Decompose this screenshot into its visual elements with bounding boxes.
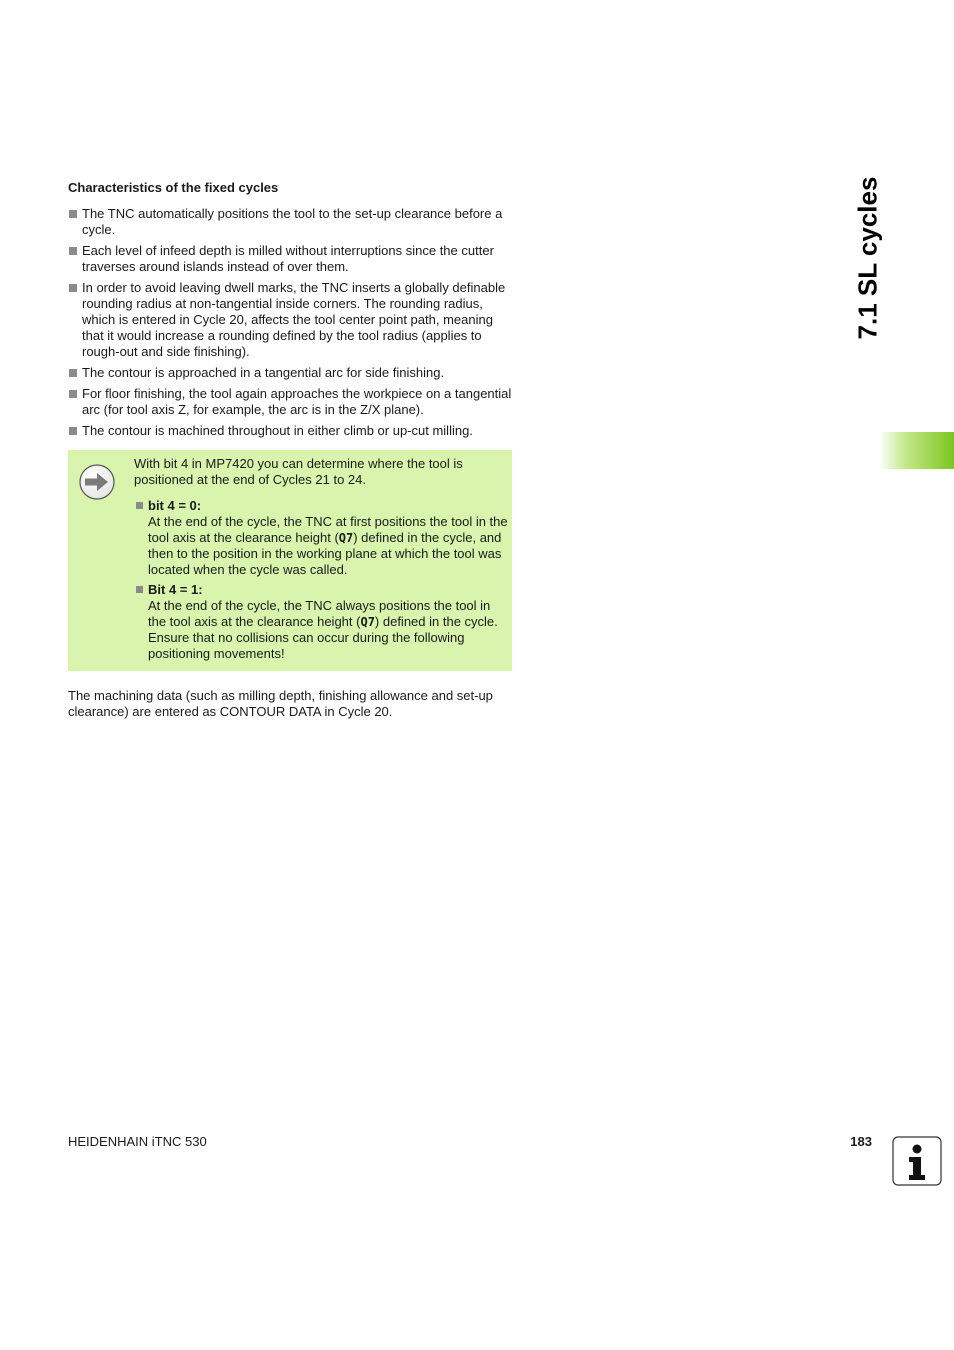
footer-manual-name: HEIDENHAIN iTNC 530 xyxy=(68,1134,207,1149)
bullet-square-icon xyxy=(136,586,143,593)
list-item xyxy=(68,386,516,418)
note-intro: With bit 4 in MP7420 you can determine where the tool is positioned at the end of Cycles 21 to 24. xyxy=(134,456,463,487)
list-item xyxy=(68,243,516,275)
list-item-text: The contour is approached in a tangential arc for side finishing. xyxy=(82,365,445,380)
parameter-code: Q7 xyxy=(338,531,354,545)
arrow-right-icon xyxy=(78,463,116,501)
chapter-title-text: 7.1 SL cycles xyxy=(852,176,883,340)
list-item xyxy=(68,206,516,238)
list-item-text: In order to avoid leaving dwell marks, the TNC inserts a globally definable rounding radius at non-tangential inside corners. The rounding radius, which is entered in Cycle 20, affects the tool center point path, meaning that it would increase a rounding defined by the tool radius (applies to rough-out and side finishing). xyxy=(82,280,506,359)
parameter-code: Q7 xyxy=(360,615,375,629)
bullet-square-icon xyxy=(69,284,77,292)
list-item xyxy=(68,280,516,360)
bullet-square-icon xyxy=(69,369,77,377)
bullet-square-icon xyxy=(69,427,77,435)
note-item-text: ) defined in the cycle, and then to the position in the working plane at which the tool was located when the cycle was called. xyxy=(148,530,502,577)
list-item-text: The contour is machined throughout in either climb or up-cut milling. xyxy=(82,423,473,438)
section-heading: Characteristics of the fixed cycles xyxy=(68,180,279,195)
list-item xyxy=(68,365,516,381)
note-item-text: ) defined in the cycle. Ensure that no collisions can occur during the following positioning movements! xyxy=(148,614,498,661)
note-item-title: bit 4 = 0: xyxy=(148,498,202,513)
bullet-square-icon xyxy=(69,247,77,255)
bullet-square-icon xyxy=(69,390,77,398)
list-item-text: For floor finishing, the tool again approaches the workpiece on a tangential arc (for tool axis Z, for example, the arc is in the Z/X plane). xyxy=(82,386,512,417)
note-item-title: Bit 4 = 1: xyxy=(148,582,203,597)
list-item xyxy=(68,423,516,439)
bullet-square-icon xyxy=(136,502,143,509)
note-item xyxy=(134,498,508,578)
body-paragraph: The machining data (such as milling depth, finishing allowance and set-up clearance) are entered as CONTOUR DATA in Cycle 20. xyxy=(68,688,493,719)
page-number: 183 xyxy=(850,1134,872,1149)
note-item xyxy=(134,582,508,662)
note-content xyxy=(134,456,508,666)
list-item-text: Each level of infeed depth is milled without interruptions since the cutter traverses around islands instead of over them. xyxy=(82,243,494,274)
bullet-list xyxy=(68,206,516,444)
info-icon xyxy=(892,1136,942,1186)
note-box xyxy=(68,450,512,671)
bullet-square-icon xyxy=(69,210,77,218)
chapter-tab xyxy=(879,432,954,469)
list-item-text: The TNC automatically positions the tool to the set-up clearance before a cycle. xyxy=(82,206,503,237)
note-item-text: At the end of the cycle, the TNC always positions the tool in the tool axis at the clearance height ( xyxy=(148,598,491,629)
note-item-text: At the end of the cycle, the TNC at first positions the tool in the tool axis at the clearance height ( xyxy=(148,514,508,545)
